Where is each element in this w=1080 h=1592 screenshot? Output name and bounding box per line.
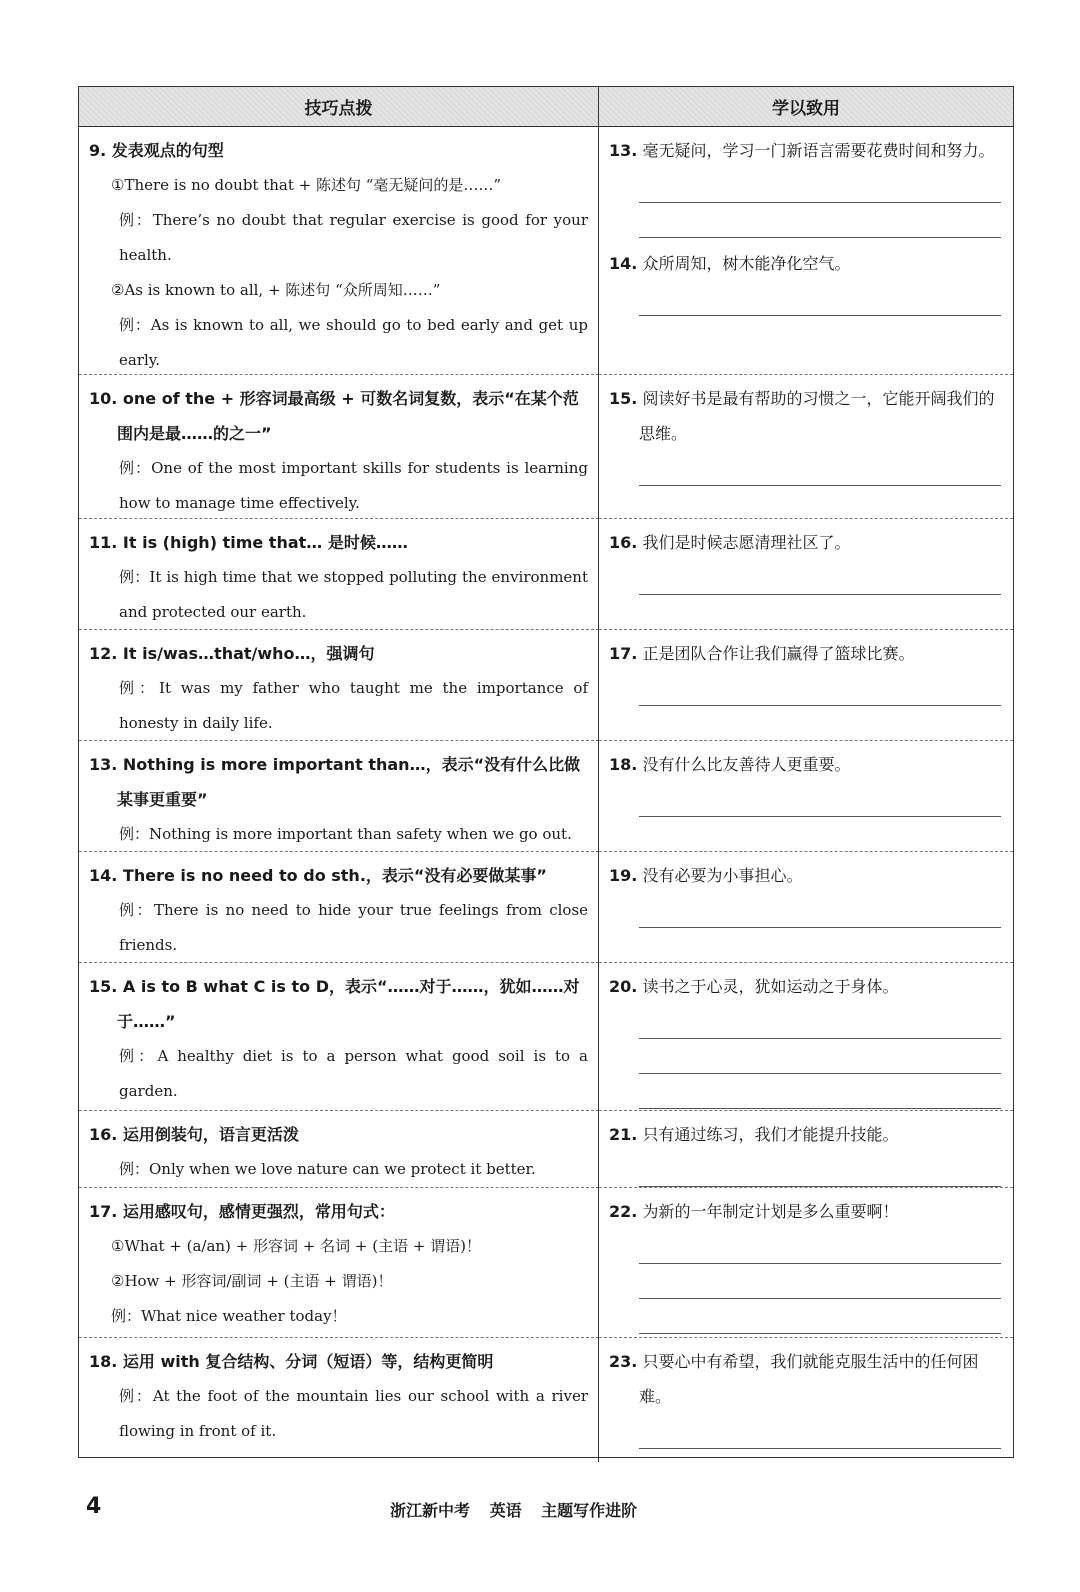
tip-cell [79,127,599,375]
practice-number: 14. [609,254,638,273]
tip-cell [79,852,599,963]
practice-number: 20. [609,977,638,996]
tip-cell [79,1111,599,1188]
answer-line[interactable] [639,168,1001,203]
practice-number: 13. [609,141,638,160]
tip-example: 例：There is no need to hide your true feelings from close friends. [119,901,588,954]
answer-line[interactable] [639,782,1001,817]
tip-example: 例：Nothing is more important than safety when we go out. [119,825,572,843]
page-number: 4 [86,1494,102,1519]
practice-number: 15. [609,389,638,408]
practice-prompt: 13. 毫无疑问，学习一门新语言需要花费时间和努力。 [609,141,995,160]
answer-line[interactable] [639,671,1001,706]
tip-pattern: ②How + 形容词/副词 + (主语 + 谓语)！ [111,1272,393,1290]
exercise-table [78,86,1014,1458]
answer-line[interactable] [639,560,1001,595]
practice-prompt: 17. 正是团队合作让我们赢得了篮球比赛。 [609,644,915,663]
practice-prompt: 14. 众所周知，树木能净化空气。 [609,254,851,273]
practice-prompt: 18. 没有什么比友善待人更重要。 [609,755,851,774]
tip-cell [79,963,599,1111]
tip-example: 例：It is high time that we stopped polluting the environment and protected our earth. [119,568,588,621]
practice-number: 21. [609,1125,638,1144]
tip-title: 18. 运用 with 复合结构、分词（短语）等，结构更简明 [89,1352,494,1371]
tip-example: 例：There’s no doubt that regular exercise is good for your health. [119,211,588,264]
practice-cell [599,1188,1013,1338]
tip-title: 11. It is (high) time that… 是时候…… [89,533,408,552]
answer-line[interactable] [639,1414,1001,1449]
practice-cell [599,741,1013,852]
practice-prompt: 22. 为新的一年制定计划是多么重要啊！ [609,1202,899,1221]
tip-cell [79,1338,599,1462]
tip-title: 13. Nothing is more important than…，表示“没有什么比做某事更重要” [89,755,581,809]
answer-line[interactable] [639,1264,1001,1299]
practice-cell [599,127,1013,375]
answer-line[interactable] [639,1152,1001,1187]
practice-prompt: 21. 只有通过练习，我们才能提升技能。 [609,1125,899,1144]
tip-example: 例：What nice weather today！ [111,1307,347,1325]
header-practice: 学以致用 [599,87,1013,127]
tip-example: 例：Only when we love nature can we protect it better. [119,1160,536,1178]
practice-number: 23. [609,1352,638,1371]
answer-line[interactable] [639,1299,1001,1334]
tip-title: 10. one of the + 形容词最高级 + 可数名词复数，表示“在某个范围内是最……的之一” [89,389,579,443]
answer-line[interactable] [639,1074,1001,1109]
practice-prompt: 19. 没有必要为小事担心。 [609,866,803,885]
tip-title: 14. There is no need to do sth.，表示“没有必要做某事” [89,866,547,885]
tip-pattern: ①What + (a/an) + 形容词 + 名词 + (主语 + 谓语)！ [111,1237,482,1255]
practice-number: 17. [609,644,638,663]
practice-cell [599,1111,1013,1188]
answer-line[interactable] [639,893,1001,928]
practice-cell [599,1338,1013,1462]
answer-line[interactable] [639,1004,1001,1039]
tip-cell [79,375,599,519]
tip-title: 9. 发表观点的句型 [89,141,224,160]
tip-cell [79,519,599,630]
tip-example: 例：One of the most important skills for students is learning how to manage time effectively. [119,459,588,512]
practice-prompt: 23. 只要心中有希望，我们就能克服生活中的任何困难。 [609,1352,979,1406]
practice-cell [599,963,1013,1111]
tip-example: 例：It was my father who taught me the importance of honesty in daily life. [119,679,588,732]
tip-title: 17. 运用感叹句，感情更强烈，常用句式： [89,1202,395,1221]
practice-cell [599,375,1013,519]
tip-cell [79,741,599,852]
header-tips: 技巧点拨 [79,87,599,127]
practice-prompt: 16. 我们是时候志愿清理社区了。 [609,533,851,552]
tip-title: 12. It is/was…that/who…，强调句 [89,644,375,663]
practice-cell [599,519,1013,630]
tip-cell [79,630,599,741]
tip-example: 例：At the foot of the mountain lies our school with a river flowing in front of it. [119,1387,588,1440]
book-title: 浙江新中考 英语 主题写作进阶 [390,1501,638,1520]
tip-example: 例：As is known to all, we should go to bed early and get up early. [119,316,588,369]
practice-number: 16. [609,533,638,552]
tip-example: 例：A healthy diet is to a person what good soil is to a garden. [119,1047,588,1100]
answer-line[interactable] [639,451,1001,486]
practice-number: 19. [609,866,638,885]
tip-title: 16. 运用倒装句，语言更活泼 [89,1125,299,1144]
tip-pattern: ②As is known to all, + 陈述句 “众所周知……” [111,281,441,299]
practice-number: 22. [609,1202,638,1221]
answer-line[interactable] [639,1229,1001,1264]
tip-pattern: ①There is no doubt that + 陈述句 “毫无疑问的是……” [111,176,502,194]
answer-line[interactable] [639,281,1001,316]
practice-cell [599,630,1013,741]
tip-title: 15. A is to B what C is to D，表示“……对于……，犹如……对于……” [89,977,580,1031]
practice-prompt: 20. 读书之于心灵，犹如运动之于身体。 [609,977,899,996]
answer-line[interactable] [639,1039,1001,1074]
tip-cell [79,1188,599,1338]
practice-number: 18. [609,755,638,774]
practice-prompt: 15. 阅读好书是最有帮助的习惯之一，它能开阔我们的思维。 [609,389,995,443]
practice-cell [599,852,1013,963]
answer-line[interactable] [639,203,1001,238]
